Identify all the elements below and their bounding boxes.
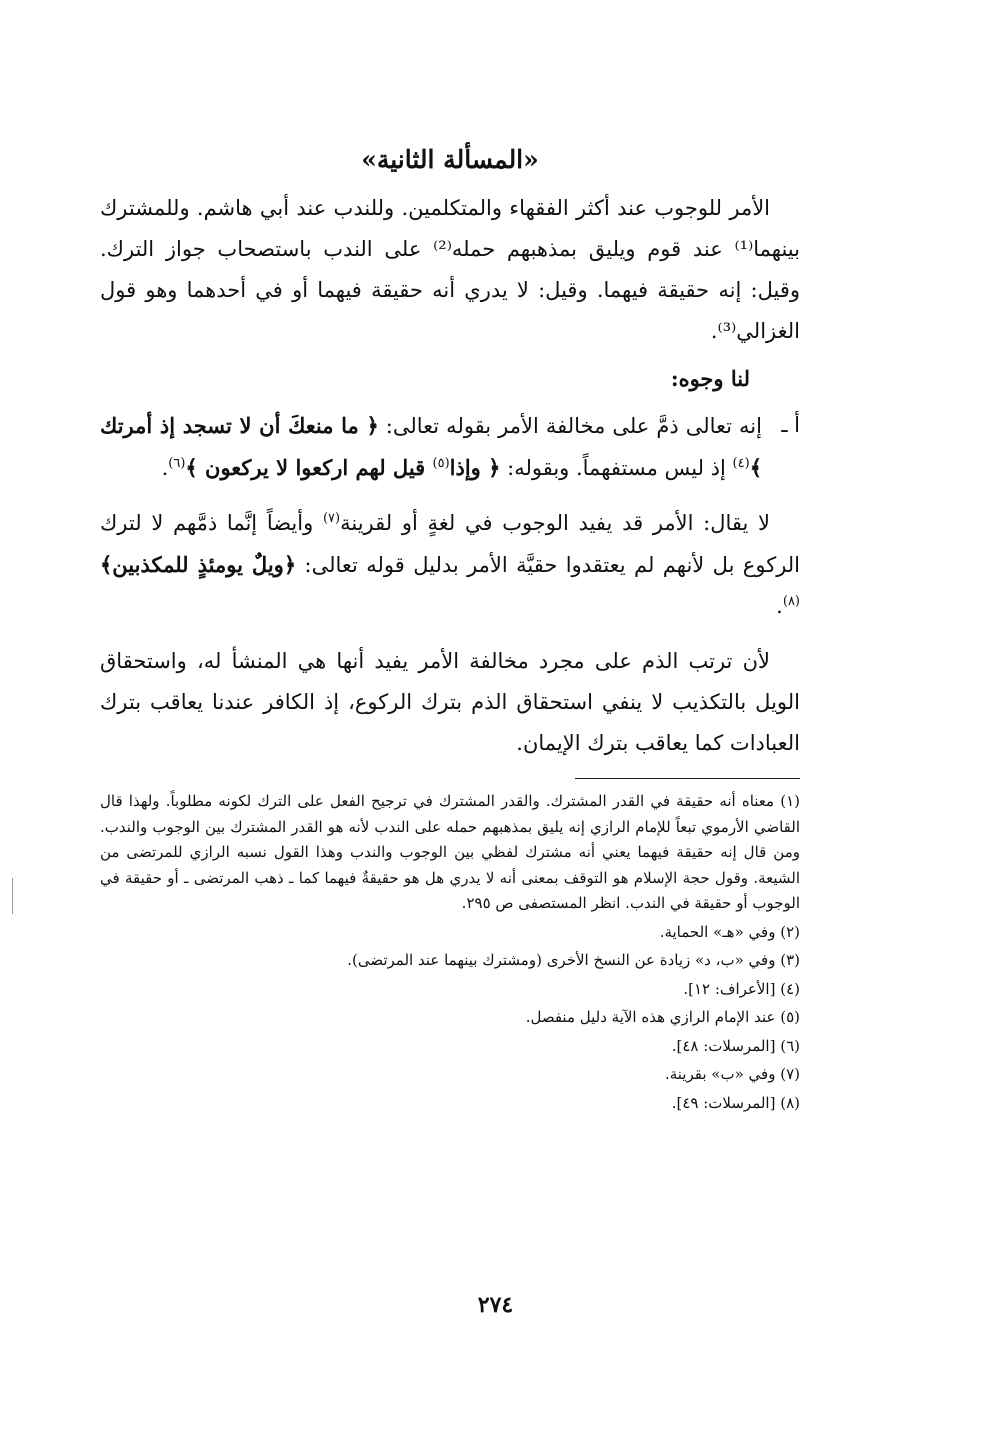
footnote-ref-7: (٧): [322, 511, 341, 526]
footnote-6: (٦) [المرسلات: ٤٨].: [671, 1036, 800, 1055]
footnote-8: (٨) [المرسلات: ٤٩].: [671, 1093, 800, 1112]
reply-paragraph: لأن ترتب الذم على مجرد مخالفة الأمر يفيد أنها هي المنشأ له، واستحقاق الويل بالتكذيب لا ينفي استحقاق الذم بترك الركوع، إذ الكافر عندنا يعاقب بترك العبادات كما يعاقب بترك الإيمان.: [100, 649, 800, 755]
argument-a-text: [100, 405, 762, 489]
footnote-2: (٢) وفي «هـ» الحماية.: [659, 922, 800, 941]
quran-quote-araf: ﴿ ما منعكَ أن لا تسجد إذ أمرتك ﴾: [100, 413, 762, 480]
footnote-1: (١) معناه أنه حقيقة في القدر المشترك. والقدر المشترك في ترجيح الفعل على الترك لكونه مطلوباً. ولهذا قال القاضي الأرموي تبعاً للإمام الرازي إنه يليق بمذهبهم حمله على الندب لأنه هو القدر المشترك بين الوجوب والندب. ومن قال إنه حقيقة فيهما يعني أنه مشترك لفظي بين الوجوب والندب وهذا القول نسبه الرازي للمرتضى من الشيعة. وقول حجة الإسلام هو التوقف بمعنى أنه لا يدري هل هو حقيقةٌ فيهما كما ـ ذهب المرتضى ـ أو حقيقة في الوجوب أو حقيقة في الندب. انظر المستصفى ص ٢٩٥.: [100, 792, 800, 912]
intro-paragraph: الأمر للوجوب عند أكثر الفقهاء والمتكلمين. وللندب عند أبي هاشم. وللمشترك بينهما⁽¹⁾ عند قوم ويليق بمذهبهم حمله⁽²⁾ على الندب باستصحاب جواز الترك. وقيل: إنه حقيقة فيهما. وقيل: لا يدري أنه حقيقة فيهما أو في أحدهما وهو قول الغزالي⁽³⁾.: [100, 196, 800, 343]
footnote-4: (٤) [الأعراف: ١٢].: [683, 979, 800, 998]
footnote-ref-8: (٨): [782, 594, 800, 609]
footnote-ref-4: (٤): [732, 456, 750, 471]
argument-a-marker: أ ـ: [781, 413, 800, 437]
page-number: ٢٧٤: [477, 1292, 514, 1318]
section-title: «المسألة الثانية»: [361, 145, 539, 174]
footnote-3: (٣) وفي «ب، د» زيادة عن النسخ الأخرى (ومشترك بينهما عند المرتضى).: [347, 951, 800, 969]
footnotes: [100, 789, 800, 1116]
page-content: [100, 135, 800, 1119]
footnote-ref-5: (٥): [432, 456, 450, 471]
argument-a-text-1: إنه تعالى ذمَّ على مخالفة الأمر بقوله تعالى:: [378, 414, 762, 438]
argument-a-text-2: إذ ليس مستفهماً. وبقوله:: [500, 456, 733, 480]
objection-text-1: لا يقال: الأمر قد يفيد الوجوب في لغةٍ أو لقرينة: [340, 511, 771, 535]
quran-quote-mursalat-48-a: ﴿ وإذا: [449, 455, 501, 480]
footnote-5: (٥) عند الإمام الرازي هذه الآية دليل منفصل.: [525, 1008, 800, 1026]
arguments-heading: لنا وجوه:: [670, 366, 750, 391]
objection-text-2: وأيضاً إنَّما ذمَّهم لا لترك الركوع بل لأنهم لم يعتقدوا حقيَّة الأمر بدليل قوله تعالى:: [100, 511, 801, 577]
footnote-separator: [575, 778, 800, 779]
argument-a: [100, 405, 800, 489]
argument-a-end: .: [161, 456, 169, 480]
footnote-7: (٧) وفي «ب» بقرينة.: [664, 1065, 800, 1083]
quran-quote-mursalat-49: ﴿ويلٌ يومئذٍ للمكذبين﴾: [100, 552, 297, 577]
objection-end: .: [776, 594, 783, 618]
quran-quote-mursalat-48-b: قيل لهم اركعوا لا يركعون ﴾: [185, 455, 433, 480]
footnote-ref-6: (٦): [168, 456, 186, 471]
scan-edge-mark: [12, 878, 13, 914]
objection-paragraph: [100, 503, 800, 627]
